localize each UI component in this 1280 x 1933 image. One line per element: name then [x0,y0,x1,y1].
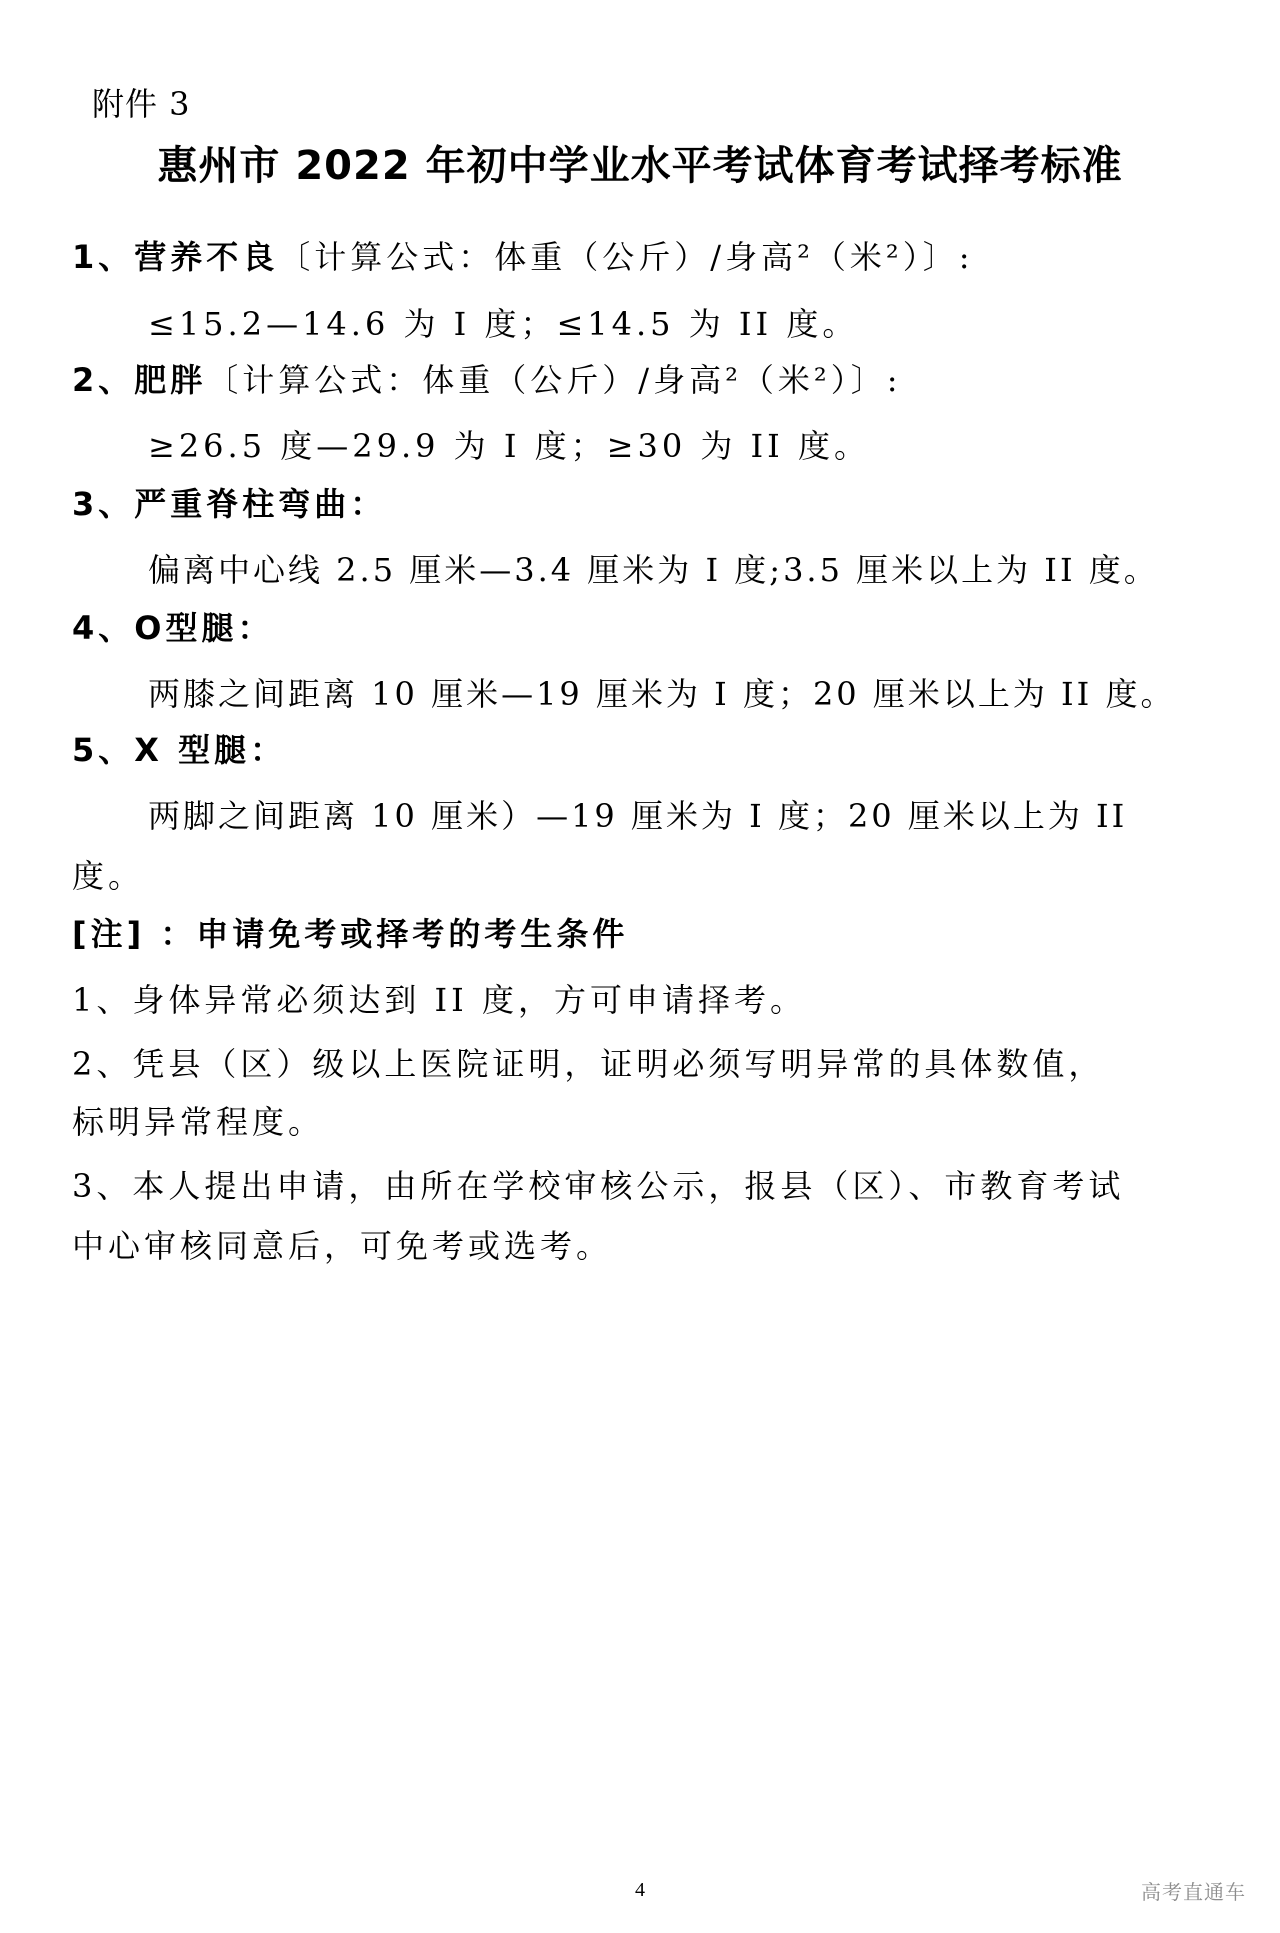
item-1-heading [72,233,974,281]
item-4-head: 4、O型腿： [72,609,274,647]
item-5-heading [72,726,286,774]
item-5-detail-line1: 两脚之间距离 10 厘米）—19 厘米为 I 度；20 厘米以上为 II [148,797,1128,835]
document-title: 惠州市 2022 年初中学业水平考试体育考试择考标准 [157,143,1123,189]
note-line-4: 3、本人提出申请，由所在学校审核公示，报县（区）、市教育考试 [72,1167,1125,1205]
note-line-1: 1、身体异常必须达到 II 度，方可申请择考。 [72,981,806,1019]
item-2-detail: ≥26.5 度—29.9 为 I 度；≥30 为 II 度。 [148,427,870,465]
item-4-heading [72,604,273,652]
note-heading [72,910,628,958]
watermark: 高考直通车 [1141,1880,1246,1904]
item-1-detail: ≤15.2—14.6 为 I 度；≤14.5 为 II 度。 [148,305,859,343]
item-2-head: 2、肥胖 [72,361,207,399]
item-4-detail: 两膝之间距离 10 厘米—19 厘米为 I 度；20 厘米以上为 II 度。 [148,675,1176,713]
note-line-5: 中心审核同意后，可免考或选考。 [72,1227,613,1265]
item-5-head: 5、X 型腿： [72,731,287,769]
page-number: 4 [635,1879,645,1901]
item-1-formula: 〔计算公式：体重（公斤）/身高²（米²）〕: [278,238,974,276]
note-line-3: 标明异常程度。 [72,1103,325,1141]
item-5-detail-line2: 度。 [72,857,145,895]
item-2-formula: 〔计算公式：体重（公斤）/身高²（米²）〕: [206,361,902,399]
item-3-heading [72,480,386,528]
item-3-head: 3、严重脊柱弯曲： [72,485,387,523]
note-line-2: 2、凭县（区）级以上医院证明，证明必须写明异常的具体数值， [72,1045,1105,1083]
item-2-heading [72,356,902,404]
item-1-head: 1、营养不良 [72,238,279,276]
attachment-label: 附件 3 [92,85,191,123]
item-3-detail: 偏离中心线 2.5 厘米—3.4 厘米为 I 度;3.5 厘米以上为 II 度。 [148,551,1159,589]
note-heading-text: [注] ：申请免考或择考的考生条件 [72,915,629,953]
